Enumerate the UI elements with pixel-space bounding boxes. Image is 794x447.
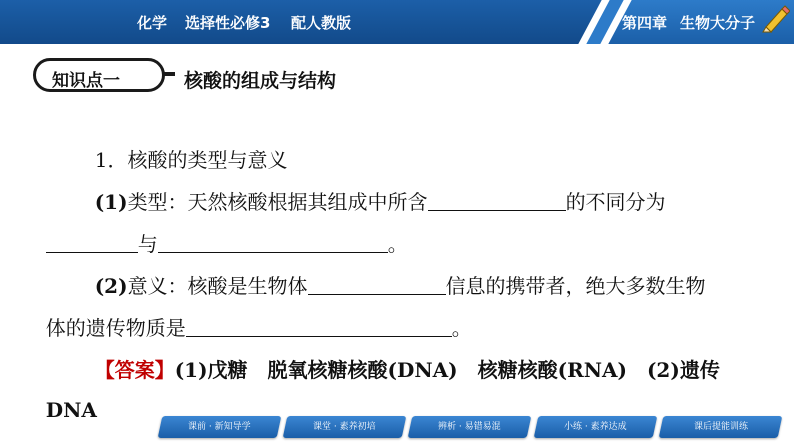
blank-1[interactable] <box>428 188 566 211</box>
bottom-nav <box>160 416 780 440</box>
answer-line-1 <box>82 328 720 384</box>
header-chapter-title: 生物大分子 <box>680 14 756 32</box>
meaning-line-2: 体的遗传物质是 。 <box>45 316 472 340</box>
header-subject: 化学 <box>137 14 168 32</box>
nav-classroom[interactable]: 课堂 · 素养初培 <box>283 416 407 438</box>
answer-line-2: DNA <box>45 398 97 422</box>
item-title: 1．核酸的类型与意义 <box>94 148 288 172</box>
section-badge-label: 知识点一 <box>52 71 120 91</box>
header-chapter: 第四章 <box>622 14 668 32</box>
answer-text: (1)戊糖 脱氧核糖核酸(DNA) 核糖核酸(RNA) (2)遗传 <box>174 358 720 382</box>
nav-analysis[interactable]: 辨析 · 易错易混 <box>408 416 532 438</box>
section-title: 核酸的组成与结构 <box>184 70 337 92</box>
type-line-2: 与 。 <box>33 202 408 258</box>
header-course: 选择性必修3 <box>185 14 271 32</box>
header-bar <box>0 0 794 44</box>
nav-after-class[interactable]: 课后提能训练 <box>658 416 782 438</box>
nav-new-knowledge[interactable]: 课前 · 新知导学 <box>158 416 282 438</box>
section-badge <box>33 58 165 92</box>
section-badge-connector <box>163 72 175 76</box>
type-line-1: (1)类型：天然核酸根据其组成中所含 的不同分为 <box>94 190 666 214</box>
meaning-line-1: (2)意义：核酸是生物体 信息的携带者，绝大多数生物 <box>94 274 706 298</box>
pencil-icon <box>760 3 790 33</box>
answer-tag: 【答案】 <box>94 358 175 382</box>
nav-practice[interactable]: 小练 · 素养达成 <box>533 416 657 438</box>
header-edition: 配人教版 <box>291 14 352 32</box>
